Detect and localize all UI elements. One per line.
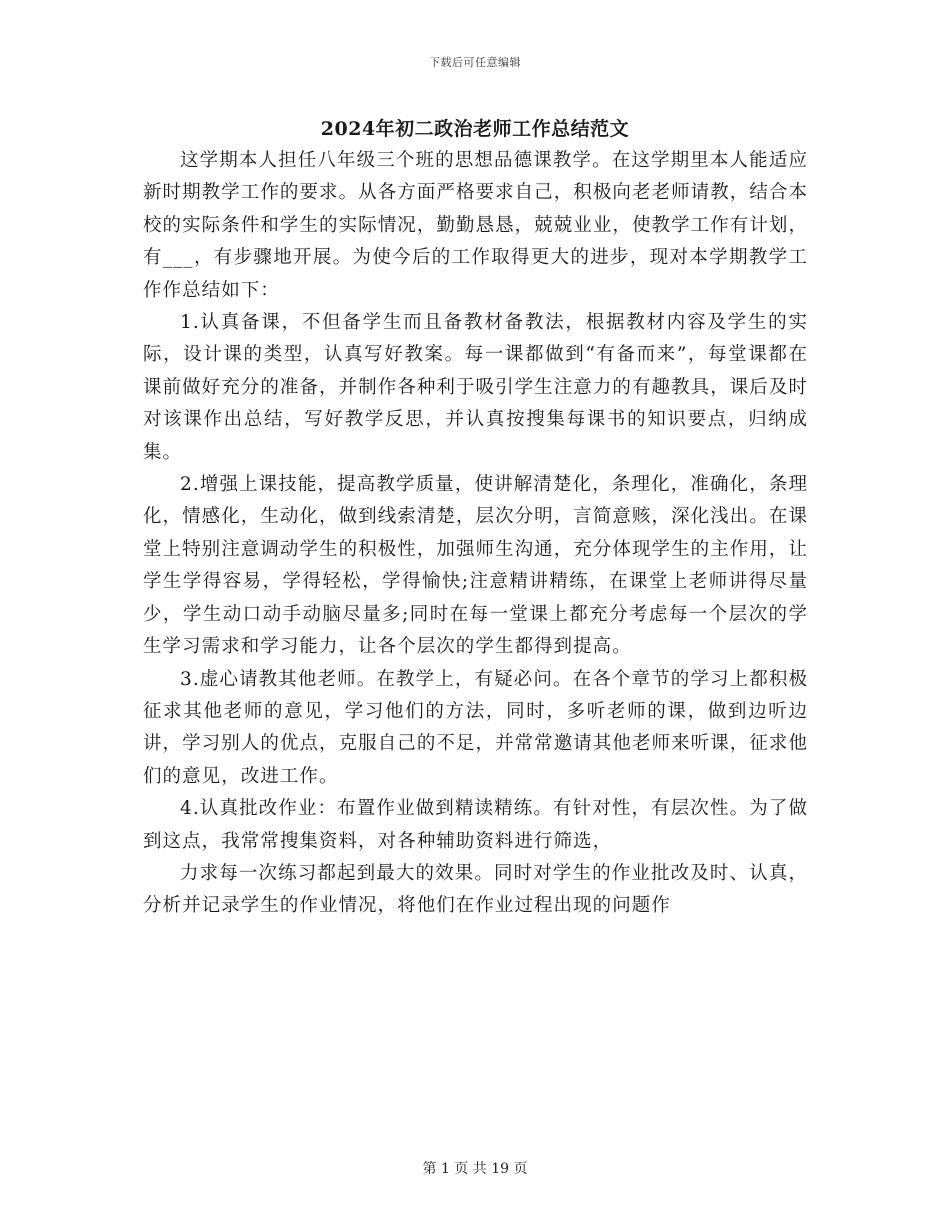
- download-note: 下载后可任意编辑: [429, 56, 521, 69]
- paragraph-intro: 这学期本人担任八年级三个班的思想品德课教学。在这学期里本人能适应新时期教学工作的要求。从各方面严格要求自己，积极向老老师请教，结合本校的实际条件和学生的实际情况，勤勤恳恳，兢兢业业，使教学工作有计划，有___，有步骤地开展。为使今后的工作取得更大的进步，现对本学期教学工作作总结如下：: [143, 150, 808, 301]
- document-body: [143, 145, 808, 923]
- paragraph-item-4-continued: 力求每一次练习都起到最大的效果。同时对学生的作业批改及时、认真，分析并记录学生的作业情况，将他们在作业过程出现的问题作: [143, 862, 808, 917]
- paragraph-item-3: 3.虚心请教其他老师。在教学上，有疑必问。在各个章节的学习上都积极征求其他老师的意见，学习他们的方法，同时，多听老师的课，做到边听边讲，学习别人的优点，克服自己的不足，并常常邀请其他老师来听课，征求他们的意见，改进工作。: [143, 668, 808, 787]
- paragraph-item-1: 1.认真备课，不但备学生而且备教材备教法，根据教材内容及学生的实际，设计课的类型，认真写好教案。每一课都做到“有备而来”，每堂课都在课前做好充分的准备，并制作各种利于吸引学生注意力的有趣教具，课后及时对该课作出总结，写好教学反思，并认真按搜集每课书的知识要点，归纳成集。: [143, 312, 808, 463]
- paragraph-item-2: 2.增强上课技能，提高教学质量，使讲解清楚化，条理化，准确化，条理化，情感化，生动化，做到线索清楚，层次分明，言简意赅，深化浅出。在课堂上特别注意调动学生的积极性，加强师生沟通，充分体现学生的主作用，让学生学得容易，学得轻松，学得愉快;注意精讲精练，在课堂上老师讲得尽量少，学生动口动手动脑尽量多;同时在每一堂课上都充分考虑每一个层次的学生学习需求和学习能力，让各个层次的学生都得到提高。: [143, 474, 808, 658]
- page-number: 第 1 页 共 19 页: [422, 1161, 528, 1177]
- paragraph-item-4: 4.认真批改作业：布置作业做到精读精练。有针对性，有层次性。为了做到这点，我常常搜集资料，对各种辅助资料进行筛选，: [143, 798, 808, 852]
- document-title: 2024年初二政治老师工作总结范文: [320, 118, 630, 140]
